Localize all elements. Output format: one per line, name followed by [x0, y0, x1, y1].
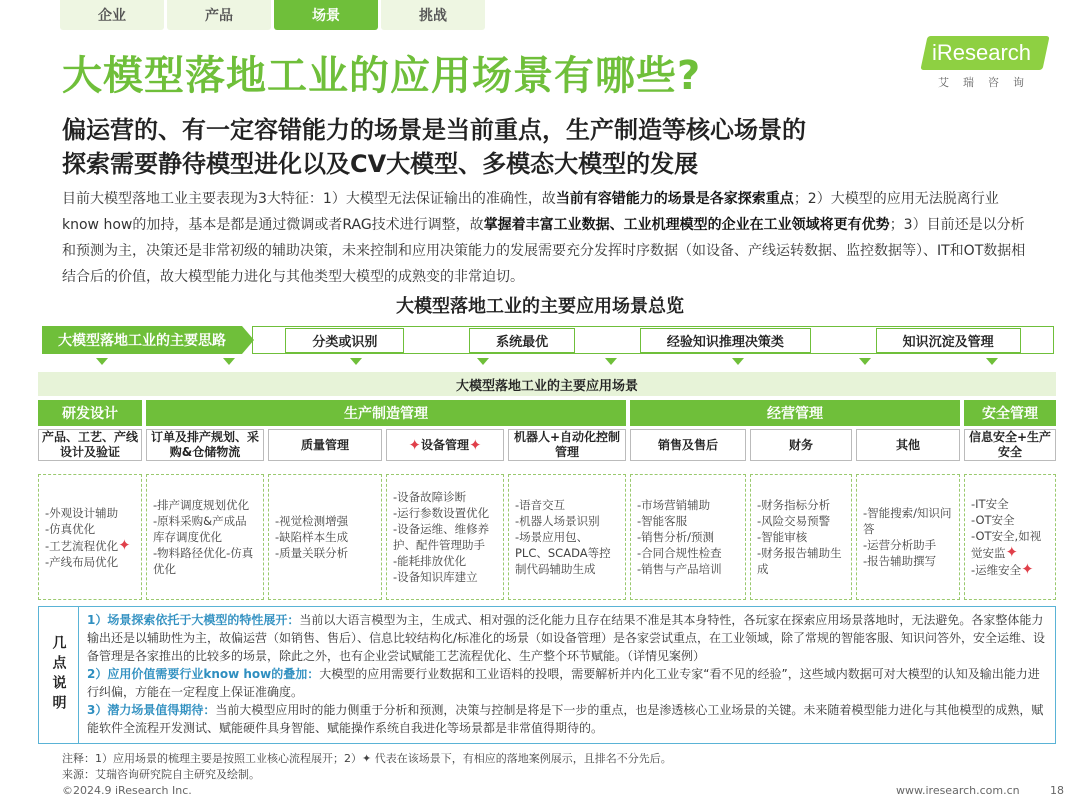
page-title: 大模型落地工业的应用场景有哪些? [62, 53, 702, 99]
list-item: -物料路径优化-仿真优化 [153, 546, 254, 576]
case-star-icon: ✦ [1021, 560, 1034, 578]
list-item: -运维安全✦ [971, 560, 1034, 578]
subheading-line-2: 探索需要静待模型进化以及CV大模型、多模态大模型的发展 [62, 150, 699, 178]
note-2: 2）应用价值需要行业know how的叠加：大模型的应用需要行业数据和工业语料的投喂，需要解析并内化工业专家“看不见的经验”，这些域内数据可对大模型的认知及输出能力进行纠偏，方能在一定程度上保证准确度。 [87, 667, 1040, 699]
list-item: -销售与产品培训 [637, 562, 722, 576]
case-star-icon: ✦ [118, 535, 131, 554]
down-arrow-icon [477, 358, 489, 365]
subheading-line-1: 偏运营的、有一定容错能力的场景是当前重点，生产制造等核心场景的 [62, 116, 806, 144]
list-item: -产线布局优化 [45, 554, 119, 569]
tab-challenge[interactable]: 挑战 [381, 0, 485, 30]
list-item: -原料采购&产成品库存调度优化 [153, 514, 247, 544]
sub-orders: 订单及排产规划、采购&仓储物流 [146, 429, 264, 461]
case-star-icon: ✦ [1005, 543, 1019, 561]
note-1: 1）场景探索依托于大模型的特性展开：当前以大语言模型为主，生成式、相对强的泛化能力且存在结果不准是其本身特性，各玩家在探索应用场景落地时，无法避免。各家整体能力输出还是以辅助性为主，故偏运营（如销售、售后）、信息比较结构化/标准化的场景（如设备管理）是各家尝试重点，在工业领域，除了常规的智能客服、知识问答外，安全运维、设备管理是各家推出的比较多的场景，除此之外，也有企业尝试赋能工艺流程优化、生产整个环节赋能。（详情见案例） [87, 613, 1046, 663]
list-item: -质量关联分析 [275, 546, 349, 560]
list-item: -风险交易预警 [757, 514, 831, 528]
case-star-icon: ✦ [408, 435, 421, 454]
overview-title: 大模型落地工业的主要应用场景总览 [396, 296, 684, 317]
sub-equipment: ✦ 设备管理 ✦ [386, 429, 504, 461]
detail-quality [268, 474, 382, 600]
list-item: -设备故障诊断 [393, 490, 467, 504]
top-tab-bar [60, 0, 485, 30]
list-item: -销售分析/预测 [637, 530, 715, 544]
list-item: -外观设计辅助 [45, 505, 119, 520]
case-star-icon: ✦ [469, 435, 482, 454]
detail-robotics [508, 474, 626, 600]
down-arrow-icon [96, 358, 108, 365]
sub-other: 其他 [856, 429, 960, 461]
intro-bold-1: 当前有容错能力的场景是各家探索重点 [555, 191, 794, 207]
intro-text-1: 目前大模型落地工业主要表现为3大特征：1）大模型无法保证输出的准确性，故 [62, 191, 556, 207]
category-rnd: 研发设计 [38, 400, 142, 426]
down-arrow-icon [350, 358, 362, 365]
sub-quality: 质量管理 [268, 429, 382, 461]
list-item: -视觉检测增强 [275, 514, 349, 528]
logo-subtitle: 艾瑞咨询 [938, 76, 1038, 89]
category-security: 安全管理 [964, 400, 1056, 426]
intro-bold-2: 掌握着丰富工业数据、工业机理模型的企业在工业领域将更有优势 [483, 217, 890, 233]
iresearch-logo [924, 34, 1050, 92]
list-item: -设备运维、维修养护、配件管理助手 [393, 522, 490, 552]
list-item: -机器人场景识别 [515, 514, 600, 528]
step-knowledge: 知识沉淀及管理 [876, 328, 1021, 353]
list-item: -智能客服 [637, 514, 688, 528]
down-arrow-icon [859, 358, 871, 365]
intro-text-2: ；2）大模型的应用无法脱离行业know how的加持，基本是都是通过微调或者RAG技术进行调整，故 [62, 191, 999, 233]
list-item: -智能搜索/知识问答 [863, 506, 952, 536]
footnote: 注释：1）应用场景的梳理主要是按照工业核心流程展开；2）✦ 代表在该场景下，有相应的落地案例展示，且排名不分先后。 [62, 752, 672, 765]
detail-sales [630, 474, 746, 600]
down-arrow-icon [732, 358, 744, 365]
list-item: -能耗排放优化 [393, 554, 467, 568]
notes-body [87, 611, 1047, 737]
sub-finance: 财务 [750, 429, 852, 461]
list-item: -语音交互 [515, 498, 566, 512]
list-item: -市场营销辅助 [637, 498, 711, 512]
note-3: 3）潜力场景值得期待：当前大模型应用时的能力侧重于分析和预测，决策与控制是将是下一步的重点，也是渗透核心工业场景的关键。未来随着模型能力进化与其他模型的成熟，赋能软件全流程开发测试、赋能硬件具身智能、赋能操作系统自我进化等场景都是非常值得期待的。 [87, 703, 1044, 735]
sub-sales: 销售及售后 [630, 429, 746, 461]
detail-orders [146, 474, 264, 600]
down-arrow-icon [223, 358, 235, 365]
list-item: -智能审核 [757, 530, 808, 544]
page-number: 18 [1050, 784, 1064, 797]
tab-product[interactable]: 产品 [167, 0, 271, 30]
source-note: 来源：艾瑞咨询研究院自主研究及绘制。 [62, 768, 260, 781]
list-item: -OT安全,如视觉安监✦ [971, 529, 1042, 561]
tab-scenario[interactable]: 场景 [274, 0, 378, 30]
category-operations: 经营管理 [630, 400, 960, 426]
copyright: ©2024.9 iResearch Inc. [62, 784, 192, 797]
website: www.iresearch.com.cn [896, 784, 1020, 797]
list-item: -运行参数设置优化 [393, 506, 490, 520]
list-item: -设备知识库建立 [393, 570, 478, 584]
roadmap-steps [252, 326, 1054, 354]
logo-brand: iResearch [932, 40, 1032, 65]
intro-text-3: ；3）目前还是以分析和预测为主，决策还是非常初级的辅助决策，未来控制和应用决策能力的发展需要充分发挥时序数据（如设备、产线运转数据、监控数据等）、IT和OT数据相结合后的价值，故大模型能力进化与其他类型大模型的成熟变的非常迫切。 [62, 217, 1026, 285]
scenario-banner: 大模型落地工业的主要应用场景 [38, 372, 1056, 396]
sub-safety: 信息安全+生产安全 [964, 429, 1056, 461]
step-classify: 分类或识别 [285, 328, 404, 353]
sub-robotics: 机器人+自动化控制管理 [508, 429, 626, 461]
step-system-optimal: 系统最优 [469, 328, 575, 353]
notes-box [38, 606, 1056, 744]
category-production: 生产制造管理 [146, 400, 626, 426]
list-item: -场景应用包、PLC、SCADA等控制代码辅助生成 [515, 530, 611, 576]
list-item: -合同合规性检查 [637, 546, 722, 560]
detail-other [856, 474, 960, 600]
list-item: -排产调度规划优化 [153, 498, 250, 512]
step-reasoning: 经验知识推理决策类 [640, 328, 811, 353]
down-arrow-icon [605, 358, 617, 365]
detail-finance [750, 474, 852, 600]
list-item: -报告辅助撰写 [863, 554, 937, 568]
detail-design [38, 474, 142, 600]
list-item: -财务指标分析 [757, 498, 831, 512]
arrow-row [38, 358, 1056, 365]
detail-safety [964, 474, 1056, 600]
roadmap-label: 大模型落地工业的主要思路 [42, 326, 242, 354]
tab-enterprise[interactable]: 企业 [60, 0, 164, 30]
notes-side-label: 几点说明 [39, 607, 79, 743]
sub-design: 产品、工艺、产线设计及验证 [38, 429, 142, 461]
intro-paragraph [62, 186, 1027, 290]
list-item: -OT安全 [971, 513, 1015, 527]
list-item: -运营分析助手 [863, 538, 937, 552]
list-item: -财务报告辅助生成 [757, 546, 842, 576]
list-item: -仿真优化 [45, 521, 96, 536]
list-item: -缺陷样本生成 [275, 530, 349, 544]
down-arrow-icon [986, 358, 998, 365]
list-item: -工艺流程优化✦ [45, 535, 131, 554]
list-item: -IT安全 [971, 497, 1009, 511]
detail-equipment [386, 474, 504, 600]
